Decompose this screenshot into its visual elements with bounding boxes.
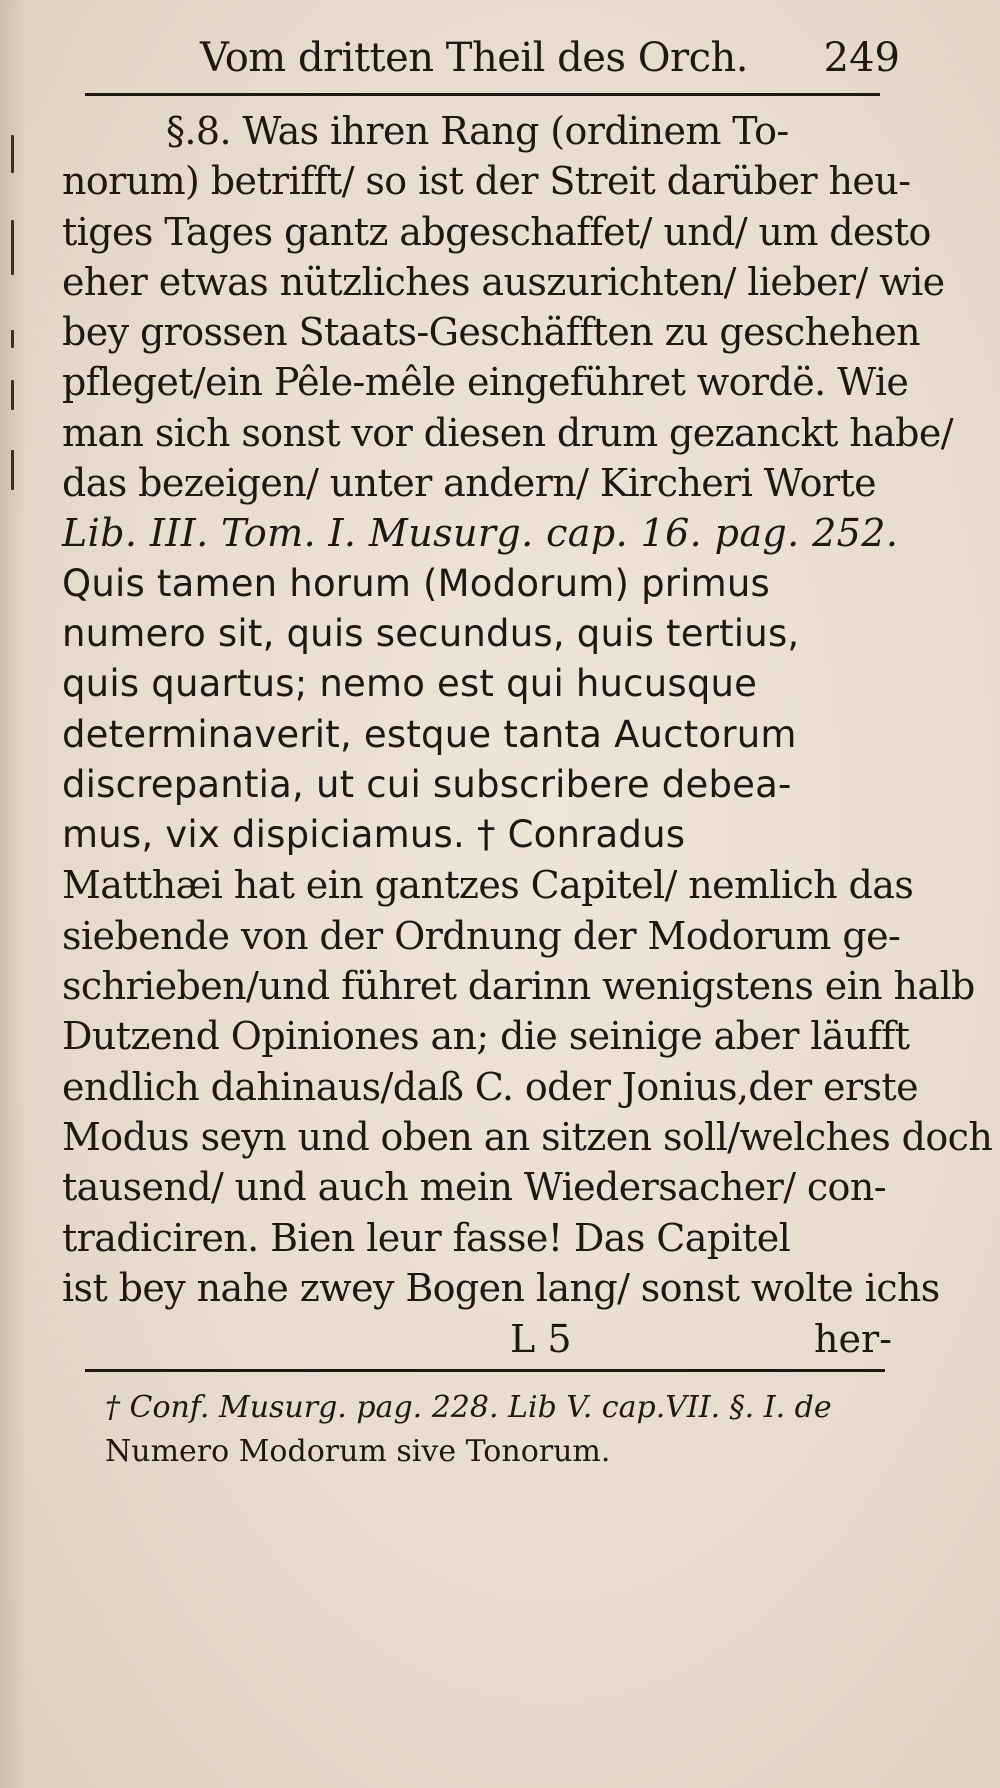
text-line: Matthæi hat ein gantzes Capitel/ nemlich das — [62, 863, 914, 908]
gutter-mark — [11, 330, 14, 348]
text-line: norum) betrifft/ so ist der Streit darüber heu- — [62, 159, 911, 204]
text-line: man sich sonst vor diesen drum gezanckt habe/ — [62, 410, 953, 455]
signature-row — [62, 1314, 894, 1364]
text-line: tausend/ und auch mein Wiedersacher/ con- — [62, 1165, 886, 1210]
text-line: siebende von der Ordnung der Modorum ge- — [62, 913, 901, 958]
latin-quote-line: mus, vix dispiciamus. † Conradus — [62, 813, 686, 857]
gutter-mark — [11, 450, 14, 490]
running-head: Vom dritten Theil des Orch. — [200, 35, 748, 81]
page-number: 249 — [823, 35, 900, 81]
latin-quote-line: numero sit, quis secundus, quis tertius, — [62, 611, 800, 655]
text-line: endlich dahinaus/daß C. oder Jonius,der erste — [62, 1064, 918, 1109]
signature-mark: L 5 — [510, 1317, 572, 1361]
latin-quote-line: quis quartus; nemo est qui hucusque — [62, 662, 758, 706]
text-line: tradiciren. Bien leur fasse! Das Capitel — [62, 1215, 791, 1260]
text-line: das bezeigen/ unter andern/ Kircheri Worte — [62, 461, 877, 506]
citation-line: Lib. III. Tom. I. Musurg. cap. 16. pag. 252. — [62, 511, 899, 556]
footnote — [105, 1386, 895, 1474]
gutter-mark — [11, 380, 14, 410]
text-line: ist bey nahe zwey Bogen lang/ sonst wolte ichs — [62, 1265, 940, 1310]
latin-quote-line: determinaverit, estque tanta Auctorum — [62, 712, 797, 756]
footnote-line: † Conf. Musurg. pag. 228. Lib V. cap.VII. §. I. de — [105, 1390, 832, 1425]
latin-quote-line: Quis tamen horum (Modorum) primus — [62, 561, 771, 605]
text-line: §.8. Was ihren Rang (ordinem To- — [166, 109, 789, 153]
gutter-mark — [11, 220, 14, 275]
body-text — [62, 106, 993, 1313]
text-line: schrieben/und führet darinn wenigstens ein halb — [62, 964, 975, 1009]
text-line: Modus seyn und oben an sitzen soll/welches doch — [62, 1114, 993, 1159]
footnote-line: Numero Modorum sive Tonorum. — [105, 1434, 611, 1469]
text-line: pfleget/ein Pêle-mêle eingeführet wordë. Wie — [62, 360, 909, 405]
gutter-mark — [11, 135, 14, 173]
text-line: bey grossen Staats-Geschäfften zu geschehen — [62, 310, 920, 355]
text-line: Dutzend Opiniones an; die seinige aber läufft — [62, 1014, 910, 1059]
text-line: eher etwas nützliches auszurichten/ lieber/ wie — [62, 259, 945, 304]
catchword: her- — [814, 1317, 892, 1361]
text-line: tiges Tages gantz abgeschaffet/ und/ um desto — [62, 209, 931, 254]
page-header — [200, 28, 900, 88]
footnote-rule — [85, 1369, 885, 1372]
latin-quote-line: discrepantia, ut cui subscribere debea- — [62, 762, 792, 806]
header-rule — [85, 93, 880, 96]
